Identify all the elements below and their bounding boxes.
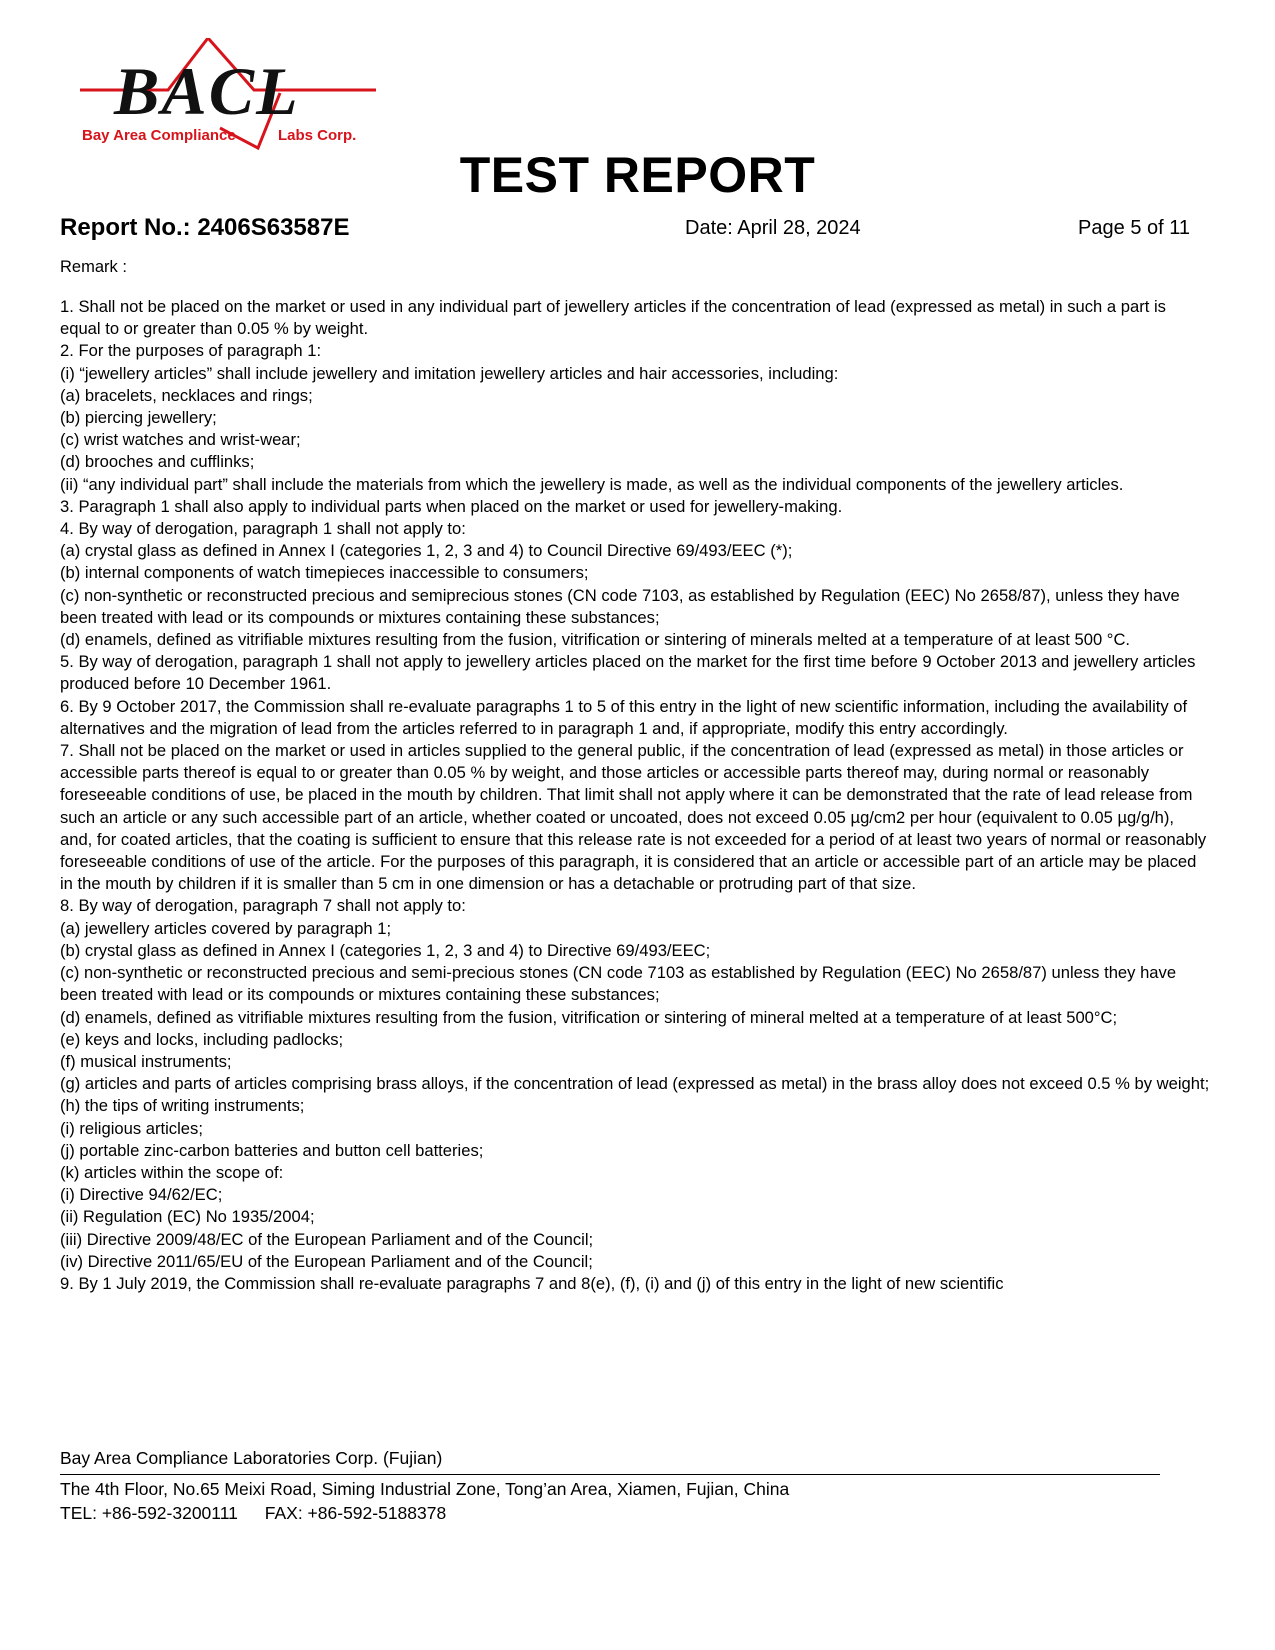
page-title: TEST REPORT — [459, 147, 816, 203]
footer-tel: TEL: +86-592-3200111 — [60, 1503, 238, 1523]
paragraph: (iv) Directive 2011/65/EU of the European Parliament and of the Council; — [60, 1251, 593, 1271]
paragraph: (f) musical instruments; — [60, 1051, 232, 1071]
paragraph: (c) non-synthetic or reconstructed precious and semi-precious stones (CN code 7103 as established by Regulation (EEC) No 2658/87) unless they have been treated with lead or its compounds or mixtures containing these substances; — [60, 963, 1177, 1005]
svg-text:Bay Area Compliance: Bay Area Compliance — [82, 127, 236, 144]
svg-text:BACL: BACL — [114, 53, 300, 129]
paragraph: (a) crystal glass as defined in Annex I (categories 1, 2, 3 and 4) to Council Directive 69/493/EEC (*); — [60, 541, 793, 561]
svg-text:Labs Corp.: Labs Corp. — [278, 127, 357, 144]
paragraph: 9. By 1 July 2019, the Commission shall re-evaluate paragraphs 7 and 8(e), (f), (i) and (j) of this entry in the light of new scientific — [60, 1273, 1004, 1293]
paragraph: 2. For the purposes of paragraph 1: — [60, 341, 322, 361]
paragraph: (ii) “any individual part” shall include the materials from which the jewellery is made, as well as the individual components of the jewellery articles. — [60, 474, 1124, 494]
paragraph: 5. By way of derogation, paragraph 1 shall not apply to jewellery articles placed on the market for the first time before 9 October 2013 and jewellery articles produced before 10 December 1961. — [60, 652, 1196, 694]
remark-body — [60, 296, 1210, 1295]
paragraph: (d) brooches and cufflinks; — [60, 452, 255, 472]
paragraph: 1. Shall not be placed on the market or used in any individual part of jewellery articles if the concentration of lead (expressed as metal) in such a part is equal to or greater than 0.05 % by weight. — [60, 297, 1166, 339]
paragraph: (c) non-synthetic or reconstructed precious and semiprecious stones (CN code 7103, as established by Regulation (EEC) No 2658/87), unless they have been treated with lead or its compounds or mixtures containing these substances; — [60, 585, 1180, 627]
report-header — [60, 214, 1190, 246]
paragraph: (b) internal components of watch timepieces inaccessible to consumers; — [60, 563, 589, 583]
footer-company: Bay Area Compliance Laboratories Corp. (Fujian) — [60, 1448, 443, 1468]
footer-contact — [60, 1501, 1160, 1525]
paragraph: (b) piercing jewellery; — [60, 408, 217, 428]
paragraph: 4. By way of derogation, paragraph 1 shall not apply to: — [60, 519, 466, 539]
paragraph: (d) enamels, defined as vitrifiable mixtures resulting from the fusion, vitrification or sintering of mineral melted at a temperature of at least 500°C; — [60, 1007, 1118, 1027]
paragraph: (e) keys and locks, including padlocks; — [60, 1029, 344, 1049]
paragraph: (g) articles and parts of articles comprising brass alloys, if the concentration of lead (expressed as metal) in the brass alloy does not exceed 0.5 % by weight; — [60, 1074, 1210, 1094]
footer-divider — [60, 1474, 1160, 1475]
paragraph: (c) wrist watches and wrist-wear; — [60, 430, 301, 450]
paragraph: (i) “jewellery articles” shall include jewellery and imitation jewellery articles and hair accessories, including: — [60, 363, 839, 383]
page-number: Page 5 of 11 — [1078, 217, 1190, 239]
footer-fax: FAX: +86-592-5188378 — [264, 1503, 447, 1523]
paragraph: (i) Directive 94/62/EC; — [60, 1185, 223, 1205]
paragraph: (d) enamels, defined as vitrifiable mixtures resulting from the fusion, vitrification or sintering of minerals melted at a temperature of at least 500 °C. — [60, 630, 1131, 650]
paragraph: (a) bracelets, necklaces and rings; — [60, 385, 313, 405]
paragraph: (h) the tips of writing instruments; — [60, 1096, 305, 1116]
bacl-logo — [80, 38, 380, 158]
paragraph: 6. By 9 October 2017, the Commission shall re-evaluate paragraphs 1 to 5 of this entry in the light of new scientific information, including the availability of alternatives and the migration of lead from the articles referred to in paragraph 1 and, if appropriate, modify this entry accordingly. — [60, 696, 1188, 738]
paragraph: (a) jewellery articles covered by paragraph 1; — [60, 918, 392, 938]
paragraph: 3. Paragraph 1 shall also apply to individual parts when placed on the market or used for jewellery-making. — [60, 496, 843, 516]
paragraph: (b) crystal glass as defined in Annex I (categories 1, 2, 3 and 4) to Directive 69/493/EEC; — [60, 940, 711, 960]
paragraph: (j) portable zinc-carbon batteries and button cell batteries; — [60, 1140, 484, 1160]
footer-address: The 4th Floor, No.65 Meixi Road, Siming Industrial Zone, Tong’an Area, Xiamen, Fujian, China — [60, 1479, 790, 1499]
remark-label: Remark : — [60, 258, 127, 276]
paragraph: 8. By way of derogation, paragraph 7 shall not apply to: — [60, 896, 466, 916]
paragraph: 7. Shall not be placed on the market or used in articles supplied to the general public, if the concentration of lead (expressed as metal) in those articles or accessible parts thereof is equal to or greater than 0.05 % by weight, and those articles or accessible parts thereof may, during normal or reasonably foreseeable conditions of use, be placed in the mouth by children. That limit shall not apply where it can be demonstrated that the rate of lead release from such an article or any such accessible part of an article, whether coated or uncoated, does not exceed 0.05 µg/cm2 per hour (equivalent to 0.05 µg/g/h), and, for coated articles, that the coating is sufficient to ensure that this release rate is not exceeded for a period of at least two years of normal or reasonably foreseeable conditions of use of the article. For the purposes of this paragraph, it is considered that an article or accessible part of an article may be placed in the mouth by children if it is smaller than 5 cm in one dimension or has a detachable or protruding part of that size. — [60, 741, 1207, 894]
paragraph: (k) articles within the scope of: — [60, 1162, 284, 1182]
report-date: Date: April 28, 2024 — [685, 217, 861, 239]
paragraph: (iii) Directive 2009/48/EC of the European Parliament and of the Council; — [60, 1229, 594, 1249]
report-number: Report No.: 2406S63587E — [60, 214, 350, 241]
paragraph: (ii) Regulation (EC) No 1935/2004; — [60, 1207, 315, 1227]
page-footer — [60, 1446, 1160, 1525]
paragraph: (i) religious articles; — [60, 1118, 203, 1138]
